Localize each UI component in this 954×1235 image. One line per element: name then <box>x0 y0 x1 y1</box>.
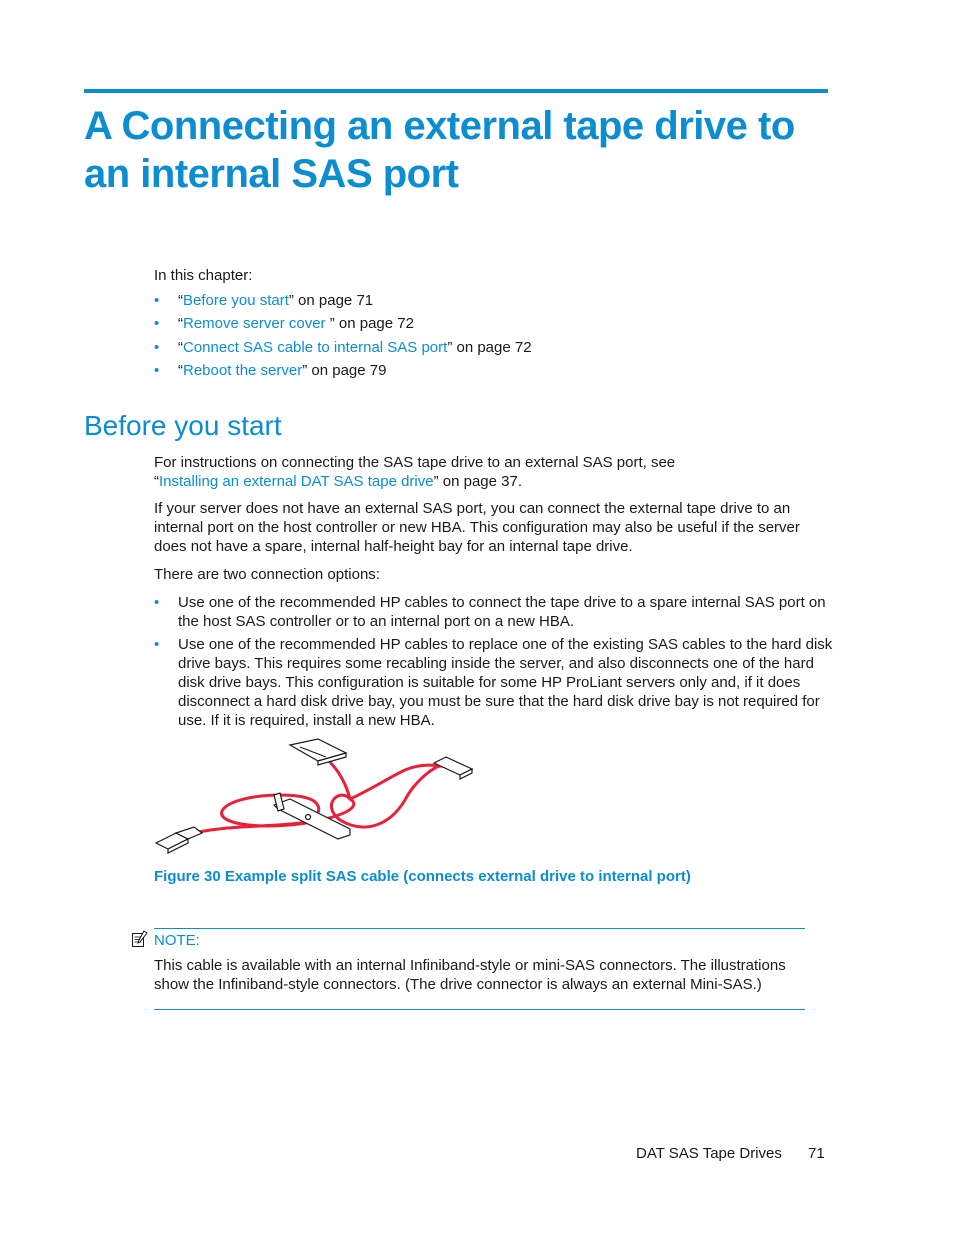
bullet-icon: • <box>154 361 160 379</box>
link-connect-sas-cable[interactable]: Connect SAS cable to internal SAS port <box>183 338 448 356</box>
link-reboot-the-server[interactable]: Reboot the server <box>183 361 303 379</box>
chapter-intro-lead: In this chapter: <box>154 267 253 284</box>
paragraph-connection-options: There are two connection options: <box>154 566 380 583</box>
split-sas-cable-illustration <box>150 735 480 860</box>
paragraph-no-external-port: If your server does not have an external SAS port, you can connect the external tape drive to an internal port on the host controller or new HBA. This configuration may also be useful if the server does not have a spare, internal half-height bay for an internal tape drive. <box>154 500 800 555</box>
mini-sas-connector-left <box>156 827 202 853</box>
bullet-icon: • <box>154 292 160 309</box>
chapter-contents-list <box>154 289 532 382</box>
infiniband-connector-right <box>434 757 472 779</box>
link-remove-server-cover[interactable]: Remove server cover <box>183 315 330 333</box>
note-body: This cable is available with an internal Infiniband-style or mini-SAS connectors. The illustrations show the Infiniband-style connectors. (The drive connector is always an external Mini-SAS.) <box>154 957 786 993</box>
list-item: • Use one of the recommended HP cables to connect the tape drive to a spare internal SAS port on the host SAS controller or to an internal port on a new HBA. <box>154 594 826 630</box>
chapter-title: A Connecting an external tape drive to an internal SAS port <box>84 104 795 196</box>
footer-document-title: DAT SAS Tape Drives <box>636 1145 782 1162</box>
bullet-icon: • <box>154 315 160 333</box>
link-installing-external-drive[interactable]: Installing an external DAT SAS tape drive <box>159 473 434 490</box>
link-before-you-start[interactable]: Before you start <box>183 292 289 309</box>
infiniband-connector-top <box>290 739 346 765</box>
footer-page-number: 71 <box>808 1145 825 1162</box>
list-item: • “Remove server cover ” on page 72 <box>154 312 532 335</box>
note-label: NOTE: <box>154 932 200 949</box>
chapter-top-rule <box>84 89 828 93</box>
list-item: • “Connect SAS cable to internal SAS port” on page 72 <box>154 336 532 359</box>
list-item: • Use one of the recommended HP cables to replace one of the existing SAS cables to the hard disk drive bays. This requires some recabling inside the server, and also disconnects one of the hard disk drive bays. This configuration is suitable for some HP ProLiant servers only and, if it does disconnect a hard disk drive bay, you must be sure that the hard disk drive bay is not required for use. If it is required, install a new HBA. <box>154 636 833 729</box>
note-bottom-rule <box>154 1009 805 1010</box>
bullet-icon: • <box>154 338 160 356</box>
figure-caption: Figure 30 Example split SAS cable (connects external drive to internal port) <box>154 868 691 885</box>
note-top-rule <box>154 928 805 929</box>
connection-options-list <box>154 593 834 734</box>
bullet-icon: • <box>154 636 160 653</box>
section-title: Before you start <box>84 410 282 441</box>
paragraph-instructions: For instructions on connecting the SAS tape drive to an external SAS port, see “Installing an external DAT SAS tape drive” on page 37. <box>154 454 676 490</box>
note-pencil-icon <box>131 930 149 948</box>
bullet-icon: • <box>154 594 160 611</box>
list-item: • “Before you start” on page 71 <box>154 289 532 312</box>
list-item: • “Reboot the server” on page 79 <box>154 359 532 382</box>
